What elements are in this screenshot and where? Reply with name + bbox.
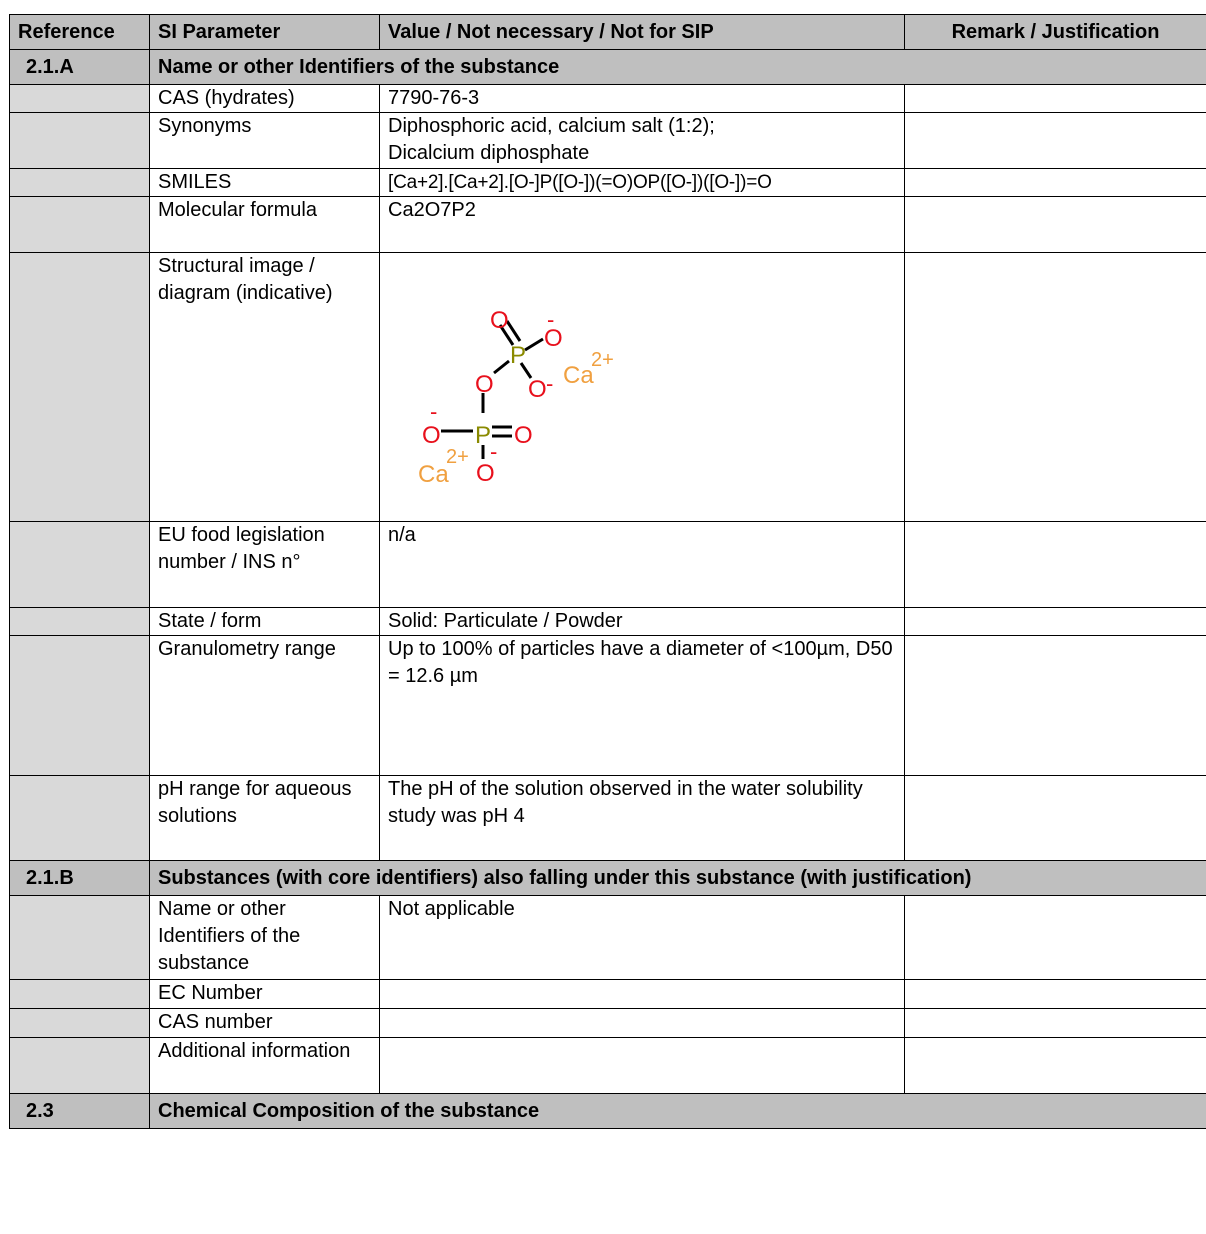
section-c-row (10, 1094, 1206, 1129)
remark-cell (905, 608, 1206, 636)
remark-cell (905, 1009, 1206, 1038)
charge-minus: - (430, 399, 438, 424)
table-row (10, 1038, 1206, 1094)
param-cell: Name or other Identifiers of the substance (150, 896, 380, 980)
table-row (10, 1009, 1206, 1038)
oxygen-atom: O (544, 325, 563, 352)
oxygen-atom: O (475, 371, 494, 398)
section-b-title: Substances (with core identifiers) also falling under this substance (with justification) (150, 861, 1206, 896)
header-reference: Reference (10, 15, 150, 50)
table-row (10, 522, 1206, 608)
ref-cell (10, 1009, 150, 1038)
param-cell: CAS number (150, 1009, 380, 1038)
ref-cell (10, 636, 150, 776)
charge-minus: - (547, 307, 555, 332)
table-row (10, 113, 1206, 169)
param-cell: pH range for aqueous solutions (150, 776, 380, 861)
section-b-row (10, 861, 1206, 896)
charge-2plus: 2+ (446, 446, 469, 468)
remark-cell (905, 980, 1206, 1009)
remark-cell (905, 113, 1206, 169)
remark-cell (905, 522, 1206, 608)
table-header-row (10, 15, 1206, 50)
param-cell: State / form (150, 608, 380, 636)
ref-cell (10, 1038, 150, 1094)
value-line: Dicalcium diphosphate (388, 142, 590, 164)
table-row (10, 85, 1206, 113)
remark-cell (905, 776, 1206, 861)
table-row (10, 608, 1206, 636)
ref-cell (10, 113, 150, 169)
ref-cell (10, 896, 150, 980)
bond-line (525, 339, 543, 350)
structural-diagram (380, 253, 640, 513)
section-c-title: Chemical Composition of the substance (150, 1094, 1206, 1129)
oxygen-atom: O (476, 460, 495, 487)
header-remark: Remark / Justification (905, 15, 1206, 50)
value-cell: n/a (380, 522, 905, 608)
calcium-atom: Ca (563, 362, 594, 389)
table-row (10, 169, 1206, 197)
substance-identity-table (9, 14, 1206, 1129)
param-cell: Structural image / diagram (indicative) (150, 253, 380, 522)
charge-minus: - (490, 439, 498, 464)
charge-minus: - (546, 371, 554, 396)
param-cell: Granulometry range (150, 636, 380, 776)
value-line: Diphosphoric acid, calcium salt (1:2); (388, 115, 715, 137)
value-cell: Ca2O7P2 (380, 197, 905, 253)
calcium-atom: Ca (418, 461, 449, 488)
oxygen-atom: O (490, 307, 509, 334)
param-cell: CAS (hydrates) (150, 85, 380, 113)
ref-cell (10, 197, 150, 253)
param-cell: SMILES (150, 169, 380, 197)
ref-cell (10, 169, 150, 197)
param-cell: EC Number (150, 980, 380, 1009)
param-cell: Synonyms (150, 113, 380, 169)
ref-cell (10, 253, 150, 522)
oxygen-atom: O (422, 422, 441, 449)
remark-cell (905, 85, 1206, 113)
remark-cell (905, 253, 1206, 522)
remark-cell (905, 896, 1206, 980)
value-cell: 7790-76-3 (380, 85, 905, 113)
table-row (10, 197, 1206, 253)
phosphorus-atom: P (510, 342, 527, 369)
section-c-ref: 2.3 (10, 1094, 150, 1129)
ref-cell (10, 980, 150, 1009)
oxygen-atom: O (528, 376, 547, 403)
remark-cell (905, 1038, 1206, 1094)
ref-cell (10, 608, 150, 636)
value-cell (380, 1038, 905, 1094)
value-cell (380, 113, 905, 169)
value-cell (380, 980, 905, 1009)
header-value: Value / Not necessary / Not for SIP (380, 15, 905, 50)
charge-2plus: 2+ (591, 349, 614, 371)
table-row (10, 776, 1206, 861)
phosphorus-atom: P (475, 422, 492, 449)
oxygen-atom: O (514, 422, 533, 449)
ref-cell (10, 522, 150, 608)
param-cell: EU food legislation number / INS n° (150, 522, 380, 608)
param-cell: Additional information (150, 1038, 380, 1094)
ref-cell (10, 85, 150, 113)
value-cell: Up to 100% of particles have a diameter of <100µm, D50 = 12.6 µm (380, 636, 905, 776)
table-row (10, 636, 1206, 776)
section-a-ref: 2.1.A (10, 50, 150, 85)
value-cell: Not applicable (380, 896, 905, 980)
table-row (10, 980, 1206, 1009)
value-cell (380, 1009, 905, 1038)
section-a-row (10, 50, 1206, 85)
section-b-ref: 2.1.B (10, 861, 150, 896)
value-cell: Solid: Particulate / Powder (380, 608, 905, 636)
ref-cell (10, 776, 150, 861)
value-cell: The pH of the solution observed in the water solubility study was pH 4 (380, 776, 905, 861)
value-cell: [Ca+2].[Ca+2].[O-]P([O-])(=O)OP([O-])([O-])=O (380, 169, 905, 197)
section-a-title: Name or other Identifiers of the substance (150, 50, 1206, 85)
remark-cell (905, 636, 1206, 776)
remark-cell (905, 169, 1206, 197)
bond-line (494, 361, 509, 373)
table-row (10, 253, 1206, 522)
header-parameter: SI Parameter (150, 15, 380, 50)
table-row (10, 896, 1206, 980)
value-cell (380, 253, 905, 522)
remark-cell (905, 197, 1206, 253)
param-cell: Molecular formula (150, 197, 380, 253)
